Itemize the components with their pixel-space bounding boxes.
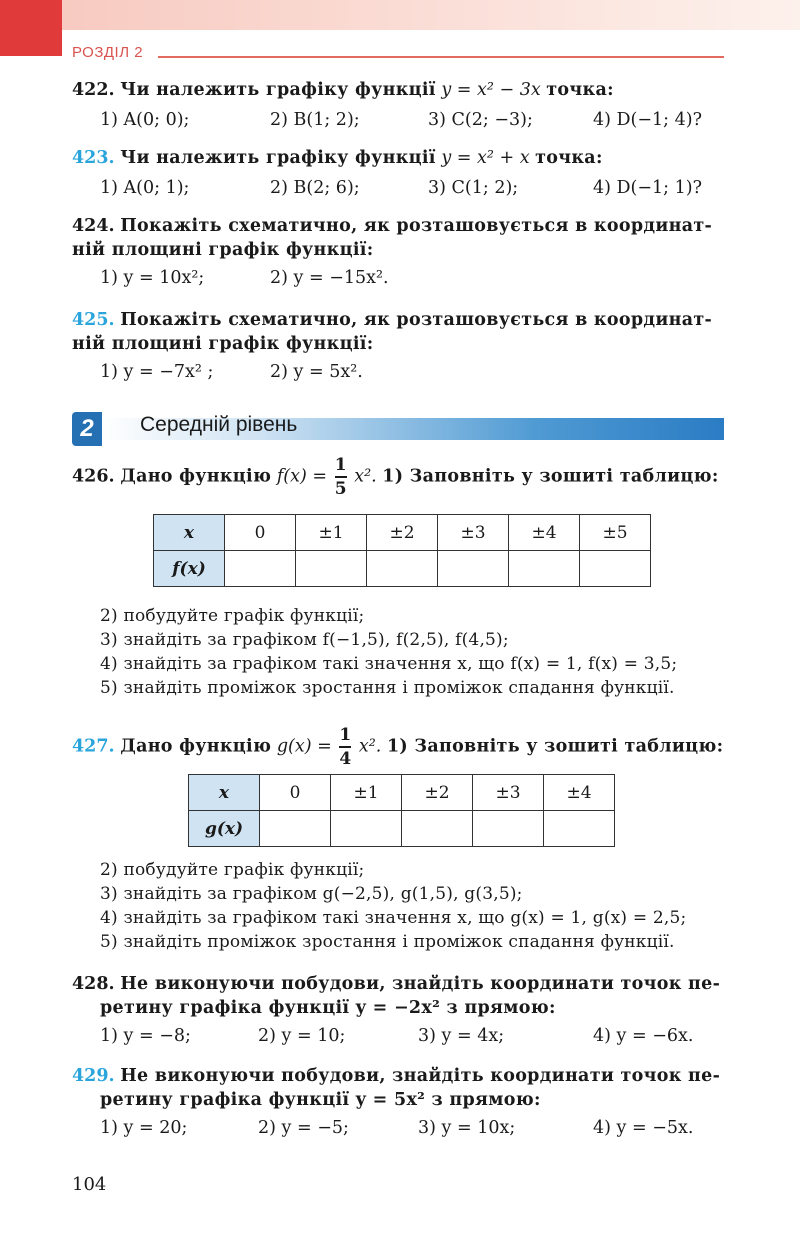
task-423 — [72, 146, 726, 200]
task-text-line2: ретину графіка функції y = −2x² з прямою: — [100, 998, 556, 1018]
header-red-block — [0, 0, 62, 56]
values-table-426 — [153, 514, 651, 587]
fraction-line — [335, 476, 347, 478]
function-name: g(x) = — [276, 736, 332, 757]
table-cell: ±5 — [580, 515, 651, 551]
task-427 — [72, 726, 726, 768]
option: 2) B(1; 2); — [270, 110, 360, 130]
task-text-line2: ній площині графік функції: — [72, 240, 374, 260]
task-427-steps — [100, 858, 686, 954]
option: 4) y = −5x. — [593, 1118, 694, 1138]
table-cell: ±2 — [402, 775, 473, 811]
fraction-numerator: 1 — [334, 455, 347, 475]
task-tail: точка: — [546, 80, 614, 100]
task-number: 424. — [72, 216, 115, 236]
option: 3) y = 4x; — [418, 1026, 505, 1046]
task-options — [72, 1024, 726, 1048]
table-header-cell: x — [189, 775, 260, 811]
table-row — [154, 515, 651, 551]
task-text: Дано функцію — [120, 466, 272, 487]
table-row — [154, 551, 651, 587]
fraction — [335, 456, 347, 498]
task-422 — [72, 78, 726, 132]
step: 2) побудуйте графік функції; — [100, 860, 365, 880]
table-cell — [331, 811, 402, 847]
option: 1) y = −8; — [100, 1026, 191, 1046]
table-cell — [296, 551, 367, 587]
table-cell: ±3 — [473, 775, 544, 811]
task-options — [72, 360, 726, 384]
option: 2) y = −5; — [258, 1118, 349, 1138]
table-row — [189, 775, 615, 811]
task-number: 422. — [72, 80, 115, 100]
task-text-line1: Не виконуючи побудови, знайдіть координати точок пе- — [120, 974, 721, 994]
task-instruction: 1) Заповніть у зошиті таблицю: — [382, 466, 719, 487]
option: 3) y = 10x; — [418, 1118, 516, 1138]
section-label: РОЗДІЛ 2 — [72, 44, 144, 61]
function-name: f(x) = — [276, 466, 328, 487]
table-header-cell: x — [154, 515, 225, 551]
page-number: 104 — [72, 1174, 107, 1195]
task-formula: y = x² + x — [441, 148, 530, 168]
level-title: Середній рівень — [140, 413, 298, 436]
task-tail: точка: — [535, 148, 603, 168]
option: 2) y = 5x². — [270, 362, 363, 382]
option: 4) D(−1; 1)? — [593, 178, 702, 198]
option: 2) B(2; 6); — [270, 178, 360, 198]
header-bar — [0, 0, 800, 30]
table-cell — [438, 551, 509, 587]
values-table-427 — [188, 774, 615, 847]
step: 5) знайдіть проміжок зростання і проміжок спадання функції. — [100, 678, 675, 698]
table-row — [189, 811, 615, 847]
table-cell: 0 — [225, 515, 296, 551]
table-cell — [367, 551, 438, 587]
fraction-denominator: 4 — [339, 748, 352, 769]
task-options — [72, 176, 726, 200]
task-424 — [72, 214, 726, 290]
task-425 — [72, 308, 726, 384]
table-cell — [473, 811, 544, 847]
option: 1) y = 20; — [100, 1118, 188, 1138]
table-cell — [544, 811, 615, 847]
step: 4) знайдіть за графіком такі значення x, що f(x) = 1, f(x) = 3,5; — [100, 654, 678, 674]
option: 1) A(0; 1); — [100, 178, 190, 198]
table-cell: ±2 — [367, 515, 438, 551]
table-cell — [580, 551, 651, 587]
task-text: Дано функцію — [120, 736, 272, 757]
task-text-line1: Не виконуючи побудови, знайдіть координати точок пе- — [120, 1066, 721, 1086]
step: 5) знайдіть проміжок зростання і проміжок спадання функції. — [100, 932, 675, 952]
table-header-cell: g(x) — [189, 811, 260, 847]
function-body: x². — [354, 466, 377, 487]
table-cell — [225, 551, 296, 587]
task-426-steps — [100, 604, 677, 700]
option: 1) y = 10x²; — [100, 268, 205, 288]
task-text-line2: ретину графіка функції y = 5x² з прямою: — [100, 1090, 541, 1110]
table-cell: ±1 — [331, 775, 402, 811]
section-divider — [158, 56, 724, 58]
task-text-line1: Покажіть схематично, як розташовується в координат- — [120, 216, 713, 236]
level-badge: 2 — [72, 412, 102, 446]
table-cell: ±1 — [296, 515, 367, 551]
table-cell: ±4 — [544, 775, 615, 811]
task-options — [72, 266, 726, 290]
task-formula: y = x² − 3x — [441, 80, 541, 100]
task-number: 428. — [72, 974, 115, 994]
level-header — [72, 412, 724, 446]
task-instruction: 1) Заповніть у зошиті таблицю: — [386, 736, 724, 757]
task-number: 426. — [72, 466, 115, 487]
function-body: x². — [358, 736, 382, 757]
task-text-line2: ній площині графік функції: — [72, 334, 374, 354]
table-header-cell: f(x) — [154, 551, 225, 587]
option: 1) A(0; 0); — [100, 110, 190, 130]
fraction-numerator: 1 — [339, 725, 352, 745]
option: 3) C(2; −3); — [428, 110, 533, 130]
option: 2) y = −15x². — [270, 268, 389, 288]
step: 3) знайдіть за графіком f(−1,5), f(2,5), f(4,5); — [100, 630, 509, 650]
fraction-denominator: 5 — [334, 478, 347, 499]
step: 4) знайдіть за графіком такі значення x, що g(x) = 1, g(x) = 2,5; — [100, 908, 687, 928]
task-429 — [72, 1064, 726, 1140]
option: 3) C(1; 2); — [428, 178, 519, 198]
task-options — [72, 108, 726, 132]
option: 4) y = −6x. — [593, 1026, 694, 1046]
fraction-line — [339, 746, 351, 748]
task-number: 423. — [72, 148, 115, 168]
fraction — [339, 726, 351, 768]
task-426 — [72, 456, 726, 498]
step: 2) побудуйте графік функції; — [100, 606, 365, 626]
task-text-line1: Покажіть схематично, як розташовується в координат- — [120, 310, 713, 330]
step: 3) знайдіть за графіком g(−2,5), g(1,5), g(3,5); — [100, 884, 523, 904]
option: 4) D(−1; 4)? — [593, 110, 702, 130]
table-cell: ±4 — [509, 515, 580, 551]
option: 2) y = 10; — [258, 1026, 346, 1046]
task-number: 425. — [72, 310, 115, 330]
table-cell: 0 — [260, 775, 331, 811]
task-options — [72, 1116, 726, 1140]
task-number: 427. — [72, 736, 115, 757]
option: 1) y = −7x² ; — [100, 362, 214, 382]
table-cell — [509, 551, 580, 587]
table-cell — [402, 811, 473, 847]
task-428 — [72, 972, 726, 1048]
task-text: Чи належить графіку функції — [120, 148, 436, 168]
task-text: Чи належить графіку функції — [120, 80, 436, 100]
task-number: 429. — [72, 1066, 115, 1086]
table-cell — [260, 811, 331, 847]
table-cell: ±3 — [438, 515, 509, 551]
